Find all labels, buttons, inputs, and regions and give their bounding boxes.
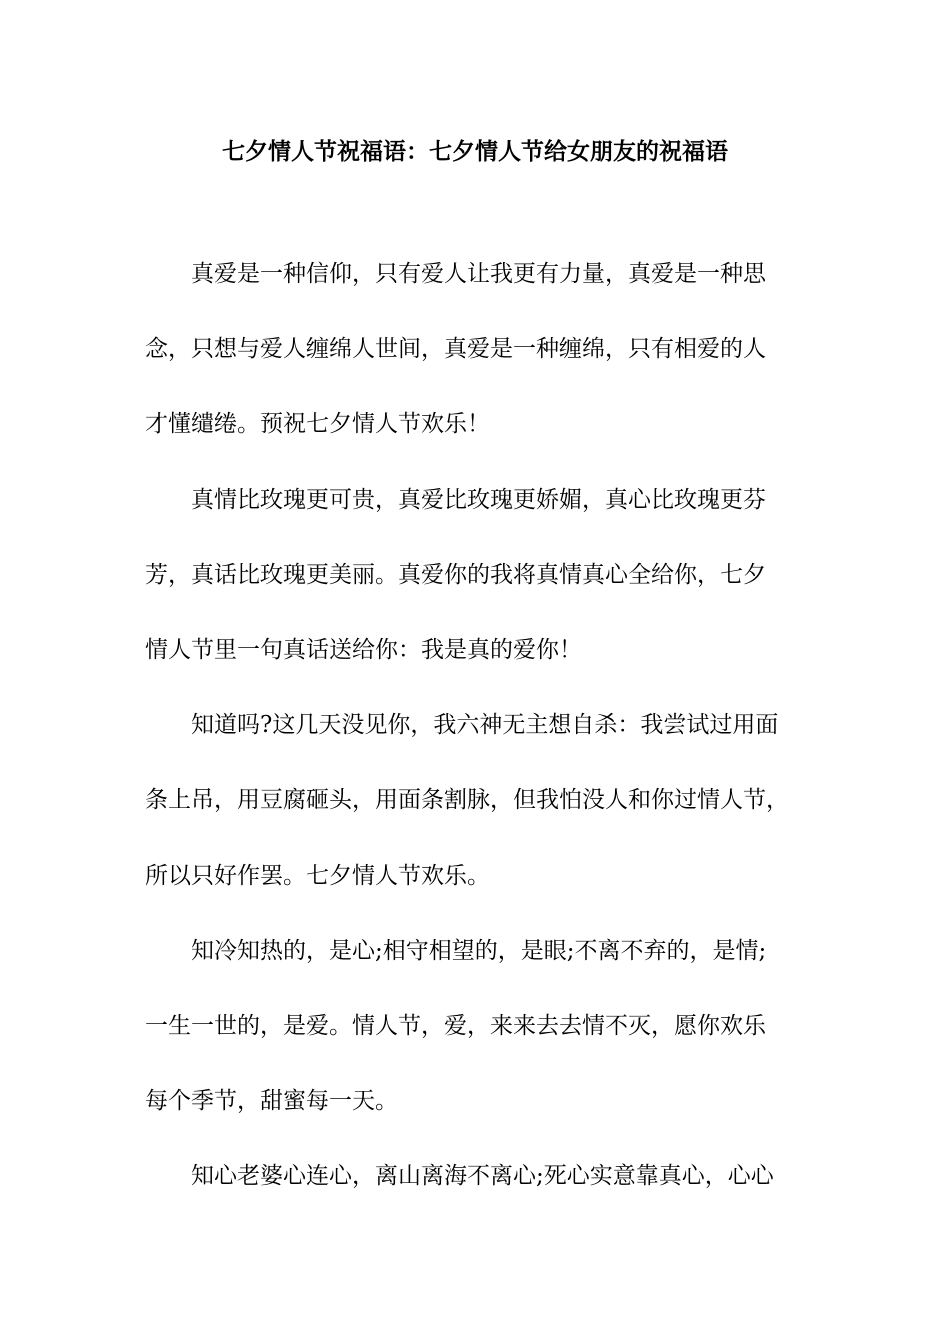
paragraph-3-line-1: 知道吗?这几天没见你，我六神无主想自杀：我尝试过用面 xyxy=(191,712,779,738)
paragraph-1-line-2: 念，只想与爱人缠绵人世间，真爱是一种缠绵，只有相爱的人 xyxy=(145,336,766,362)
document-title: 七夕情人节祝福语：七夕情人节给女朋友的祝福语 xyxy=(222,139,728,165)
paragraph-4-line-1: 知冷知热的，是心;相守相望的，是眼;不离不弃的，是情; xyxy=(191,938,767,964)
paragraph-3-line-2: 条上吊，用豆腐砸头，用面条割脉，但我怕没人和你过情人节， xyxy=(145,787,789,813)
paragraph-2-line-1: 真情比玫瑰更可贵，真爱比玫瑰更娇媚，真心比玫瑰更芬 xyxy=(191,487,766,513)
paragraph-4-line-2: 一生一世的，是爱。情人节，爱，来来去去情不灭，愿你欢乐 xyxy=(145,1013,766,1039)
paragraph-1-line-3: 才懂缱绻。预祝七夕情人节欢乐！ xyxy=(145,411,490,437)
paragraph-3-line-3: 所以只好作罢。七夕情人节欢乐。 xyxy=(145,863,490,889)
paragraph-4-line-3: 每个季节，甜蜜每一天。 xyxy=(145,1088,398,1114)
paragraph-2-line-3: 情人节里一句真话送给你：我是真的爱你！ xyxy=(145,637,582,663)
paragraph-5-line-1: 知心老婆心连心，离山离海不离心;死心实意靠真心，心心 xyxy=(191,1163,774,1189)
paragraph-2-line-2: 芳，真话比玫瑰更美丽。真爱你的我将真情真心全给你，七夕 xyxy=(145,562,766,588)
paragraph-1-line-1: 真爱是一种信仰，只有爱人让我更有力量，真爱是一种思 xyxy=(191,261,766,287)
